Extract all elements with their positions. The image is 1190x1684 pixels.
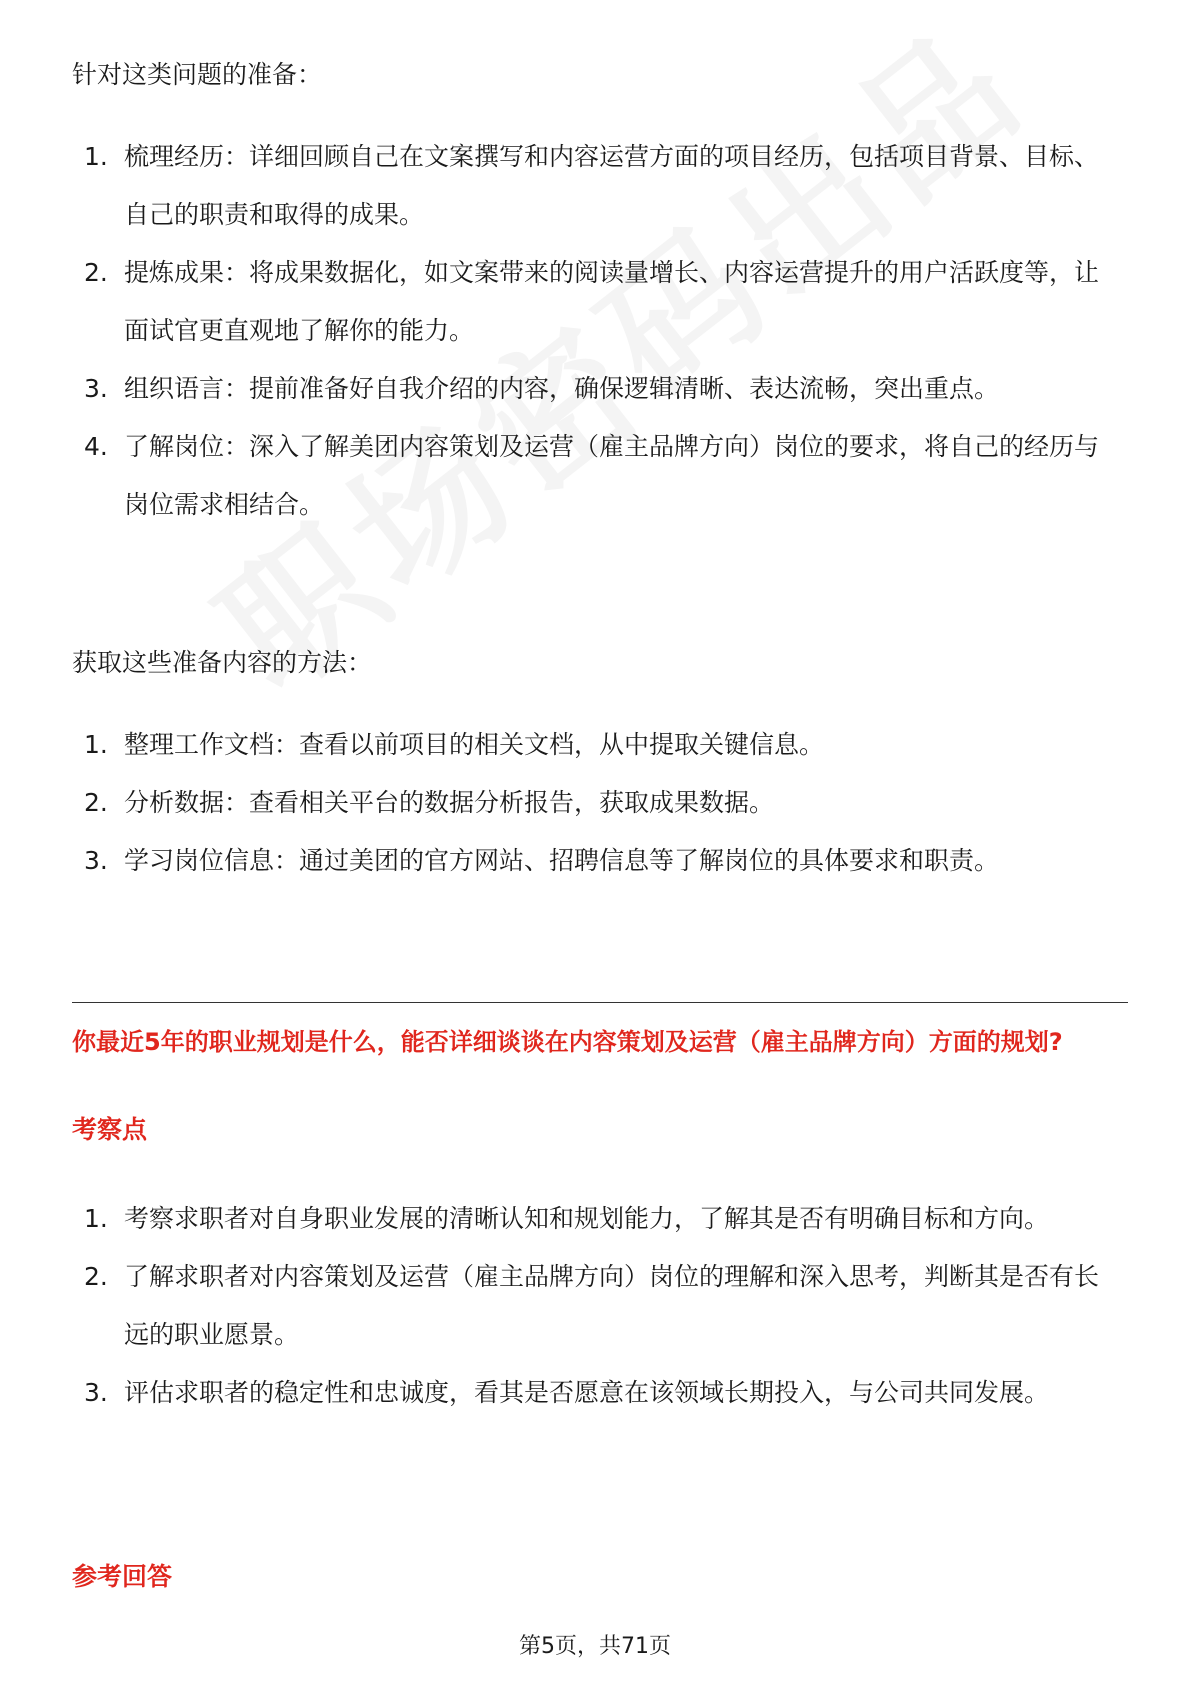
list-item: 2. 分析数据：查看相关平台的数据分析报告，获取成果数据。 — [84, 788, 775, 817]
list-item: 3. 评估求职者的稳定性和忠诚度，看其是否愿意在该领域长期投入，与公司共同发展。 — [84, 1378, 1050, 1407]
question-heading: 你最近5年的职业规划是什么，能否详细谈谈在内容策划及运营（雇主品牌方向）方面的规划? — [72, 1028, 1063, 1056]
list-item: 3. 组织语言：提前准备好自我介绍的内容，确保逻辑清晰、表达流畅，突出重点。 — [84, 374, 1000, 403]
list-item: 1. 梳理经历：详细回顾自己在文案撰写和内容运营方面的项目经历，包括项目背景、目标、自己的职责和取得的成果。 — [84, 142, 1100, 229]
answer-heading: 参考回答 — [72, 1562, 173, 1591]
list-item: 2. 提炼成果：将成果数据化，如文案带来的阅读量增长、内容运营提升的用户活跃度等，让面试官更直观地了解你的能力。 — [84, 258, 1100, 345]
section-divider — [72, 1002, 1128, 1003]
page-number: 第5页，共71页 — [519, 1634, 671, 1659]
prep-intro: 针对这类问题的准备： — [72, 60, 323, 89]
list-item: 1. 整理工作文档：查看以前项目的相关文档，从中提取关键信息。 — [84, 730, 825, 759]
method-list — [72, 716, 1122, 890]
prep-list — [72, 128, 1122, 534]
list-item: 1. 考察求职者对自身职业发展的清晰认知和规划能力，了解其是否有明确目标和方向。 — [84, 1204, 1050, 1233]
list-item: 2. 了解求职者对内容策划及运营（雇主品牌方向）岗位的理解和深入思考，判断其是否有长远的职业愿景。 — [84, 1262, 1100, 1349]
list-item: 4. 了解岗位：深入了解美团内容策划及运营（雇主品牌方向）岗位的要求，将自己的经历与岗位需求相结合。 — [84, 432, 1100, 519]
list-item: 3. 学习岗位信息：通过美团的官方网站、招聘信息等了解岗位的具体要求和职责。 — [84, 846, 1000, 875]
focus-heading: 考察点 — [72, 1115, 148, 1144]
focus-list — [72, 1190, 1122, 1422]
method-intro: 获取这些准备内容的方法： — [72, 648, 373, 677]
